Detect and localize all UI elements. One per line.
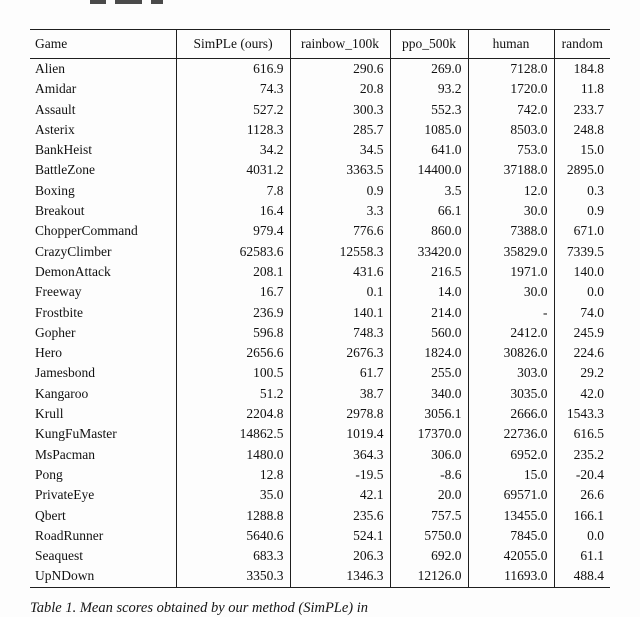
game-name-cell: CrazyClimber xyxy=(35,243,112,259)
column-header: random xyxy=(554,30,610,59)
score-cell: 3035.0 xyxy=(468,384,554,404)
score-cell: 692.0 xyxy=(390,546,468,566)
score-cell: 166.1 xyxy=(554,506,610,526)
score-cell: 3.5 xyxy=(390,181,468,201)
table-row xyxy=(30,566,610,587)
table-row xyxy=(30,404,610,424)
scores-table-container xyxy=(30,29,610,588)
table-body xyxy=(30,59,610,588)
score-cell: 1971.0 xyxy=(468,262,554,282)
score-cell: 62583.6 xyxy=(176,242,290,262)
score-cell: 12.8 xyxy=(176,465,290,485)
score-cell: 5750.0 xyxy=(390,526,468,546)
score-cell: 7845.0 xyxy=(468,526,554,546)
score-cell: 224.6 xyxy=(554,343,610,363)
score-cell: 431.6 xyxy=(290,262,390,282)
game-name-cell: Qbert xyxy=(35,507,66,523)
score-cell: 3056.1 xyxy=(390,404,468,424)
game-name-cell: ChopperCommand xyxy=(35,223,138,239)
table-row xyxy=(30,485,610,505)
score-cell: 1480.0 xyxy=(176,445,290,465)
score-cell: 15.0 xyxy=(468,465,554,485)
score-cell: 364.3 xyxy=(290,445,390,465)
game-name-cell: Kangaroo xyxy=(35,385,89,401)
score-cell: 74.0 xyxy=(554,303,610,323)
score-cell: 285.7 xyxy=(290,120,390,140)
score-cell: 233.7 xyxy=(554,100,610,120)
game-name-cell: Frostbite xyxy=(35,304,84,320)
score-cell: 11.8 xyxy=(554,79,610,99)
score-cell: 208.1 xyxy=(176,262,290,282)
score-cell: 69571.0 xyxy=(468,485,554,505)
column-header: rainbow_100k xyxy=(290,30,390,59)
score-cell: 14862.5 xyxy=(176,424,290,444)
score-cell: 269.0 xyxy=(390,59,468,80)
score-cell: 596.8 xyxy=(176,323,290,343)
score-cell: 1346.3 xyxy=(290,566,390,587)
score-cell: 5640.6 xyxy=(176,526,290,546)
score-cell: 2676.3 xyxy=(290,343,390,363)
table-row xyxy=(30,79,610,99)
score-cell: 560.0 xyxy=(390,323,468,343)
score-cell: 2895.0 xyxy=(554,160,610,180)
score-cell: 12558.3 xyxy=(290,242,390,262)
game-name-cell: UpNDown xyxy=(35,568,95,584)
score-cell: 8503.0 xyxy=(468,120,554,140)
score-cell: 671.0 xyxy=(554,221,610,241)
score-cell: 20.0 xyxy=(390,485,468,505)
score-cell: 7388.0 xyxy=(468,221,554,241)
score-cell: 0.3 xyxy=(554,181,610,201)
table-header xyxy=(30,30,610,59)
game-name-cell: Krull xyxy=(35,406,64,422)
caption-text: Mean scores obtained by our method (SimPLe) in xyxy=(76,600,369,616)
score-cell: 35829.0 xyxy=(468,242,554,262)
score-cell: 206.3 xyxy=(290,546,390,566)
score-cell: 66.1 xyxy=(390,201,468,221)
score-cell: 248.8 xyxy=(554,120,610,140)
score-cell: 216.5 xyxy=(390,262,468,282)
score-cell: 616.5 xyxy=(554,424,610,444)
score-cell: 524.1 xyxy=(290,526,390,546)
table-row xyxy=(30,160,610,180)
table-row xyxy=(30,445,610,465)
score-cell: 303.0 xyxy=(468,363,554,383)
score-cell: 51.2 xyxy=(176,384,290,404)
table-row xyxy=(30,323,610,343)
score-cell: 1288.8 xyxy=(176,506,290,526)
score-cell: 42055.0 xyxy=(468,546,554,566)
column-header: human xyxy=(468,30,554,59)
game-name-cell: BankHeist xyxy=(35,142,92,158)
score-cell: 35.0 xyxy=(176,485,290,505)
column-header-game: Game xyxy=(30,30,176,59)
score-cell: 17370.0 xyxy=(390,424,468,444)
table-row xyxy=(30,384,610,404)
score-cell: 214.0 xyxy=(390,303,468,323)
score-cell: 235.6 xyxy=(290,506,390,526)
score-cell: 61.7 xyxy=(290,363,390,383)
score-cell: 20.8 xyxy=(290,79,390,99)
score-cell: 140.1 xyxy=(290,303,390,323)
table-row xyxy=(30,506,610,526)
table-row xyxy=(30,59,610,80)
table-row xyxy=(30,242,610,262)
score-cell: 100.5 xyxy=(176,363,290,383)
score-cell: 616.9 xyxy=(176,59,290,80)
score-cell: 488.4 xyxy=(554,566,610,587)
score-cell: 236.9 xyxy=(176,303,290,323)
game-name-cell: Jamesbond xyxy=(35,365,95,381)
game-name-cell: Amidar xyxy=(35,81,77,97)
score-cell: 6952.0 xyxy=(468,445,554,465)
score-cell: 34.2 xyxy=(176,140,290,160)
table-row xyxy=(30,140,610,160)
table-row xyxy=(30,120,610,140)
score-cell: 16.7 xyxy=(176,282,290,302)
score-cell: 753.0 xyxy=(468,140,554,160)
table-row xyxy=(30,343,610,363)
game-name-cell: Pong xyxy=(35,466,63,482)
score-cell: 290.6 xyxy=(290,59,390,80)
score-cell: 2656.6 xyxy=(176,343,290,363)
score-cell: 860.0 xyxy=(390,221,468,241)
score-cell: 641.0 xyxy=(390,140,468,160)
score-cell: 12.0 xyxy=(468,181,554,201)
score-cell: 7128.0 xyxy=(468,59,554,80)
score-cell: 30.0 xyxy=(468,201,554,221)
table-caption xyxy=(30,599,616,617)
score-cell: 93.2 xyxy=(390,79,468,99)
score-cell: 1128.3 xyxy=(176,120,290,140)
table-row xyxy=(30,465,610,485)
score-cell: 7.8 xyxy=(176,181,290,201)
scores-table xyxy=(30,29,610,588)
table-row xyxy=(30,363,610,383)
score-cell: - xyxy=(468,303,554,323)
score-cell: 4031.2 xyxy=(176,160,290,180)
game-name-cell: Alien xyxy=(35,61,65,76)
score-cell: 0.9 xyxy=(554,201,610,221)
score-cell: 3350.3 xyxy=(176,566,290,587)
game-name-cell: Hero xyxy=(35,345,62,361)
table-row xyxy=(30,546,610,566)
score-cell: 0.9 xyxy=(290,181,390,201)
score-cell: 22736.0 xyxy=(468,424,554,444)
game-name-cell: DemonAttack xyxy=(35,263,111,279)
score-cell: 30.0 xyxy=(468,282,554,302)
score-cell: 14.0 xyxy=(390,282,468,302)
score-cell: 29.2 xyxy=(554,363,610,383)
score-cell: 1019.4 xyxy=(290,424,390,444)
score-cell: 15.0 xyxy=(554,140,610,160)
score-cell: 300.3 xyxy=(290,100,390,120)
game-name-cell: Gopher xyxy=(35,324,76,340)
score-cell: 245.9 xyxy=(554,323,610,343)
score-cell: 14400.0 xyxy=(390,160,468,180)
score-cell: 37188.0 xyxy=(468,160,554,180)
table-row xyxy=(30,282,610,302)
game-name-cell: RoadRunner xyxy=(35,527,104,543)
score-cell: 33420.0 xyxy=(390,242,468,262)
game-name-cell: PrivateEye xyxy=(35,487,95,503)
score-cell: 1720.0 xyxy=(468,79,554,99)
score-cell: 235.2 xyxy=(554,445,610,465)
score-cell: 7339.5 xyxy=(554,242,610,262)
game-name-cell: KungFuMaster xyxy=(35,426,117,442)
score-cell: 2204.8 xyxy=(176,404,290,424)
table-row xyxy=(30,526,610,546)
score-cell: 0.0 xyxy=(554,526,610,546)
score-cell: 0.1 xyxy=(290,282,390,302)
table-row xyxy=(30,100,610,120)
clipped-text-remnant xyxy=(90,0,172,5)
score-cell: 11693.0 xyxy=(468,566,554,587)
score-cell: -20.4 xyxy=(554,465,610,485)
score-cell: 757.5 xyxy=(390,506,468,526)
score-cell: 2666.0 xyxy=(468,404,554,424)
score-cell: 748.3 xyxy=(290,323,390,343)
score-cell: 340.0 xyxy=(390,384,468,404)
score-cell: -19.5 xyxy=(290,465,390,485)
score-cell: 979.4 xyxy=(176,221,290,241)
score-cell: 742.0 xyxy=(468,100,554,120)
table-row xyxy=(30,262,610,282)
score-cell: 42.0 xyxy=(554,384,610,404)
score-cell: 34.5 xyxy=(290,140,390,160)
score-cell: 61.1 xyxy=(554,546,610,566)
score-cell: 3.3 xyxy=(290,201,390,221)
table-row xyxy=(30,303,610,323)
score-cell: 140.0 xyxy=(554,262,610,282)
header-row xyxy=(30,30,610,59)
column-header: ppo_500k xyxy=(390,30,468,59)
score-cell: 776.6 xyxy=(290,221,390,241)
score-cell: 683.3 xyxy=(176,546,290,566)
score-cell: 527.2 xyxy=(176,100,290,120)
game-name-cell: Seaquest xyxy=(35,548,83,564)
score-cell: 306.0 xyxy=(390,445,468,465)
score-cell: 38.7 xyxy=(290,384,390,404)
game-name-cell: MsPacman xyxy=(35,446,95,462)
score-cell: 1543.3 xyxy=(554,404,610,424)
score-cell: 3363.5 xyxy=(290,160,390,180)
score-cell: 12126.0 xyxy=(390,566,468,587)
score-cell: 1824.0 xyxy=(390,343,468,363)
score-cell: 42.1 xyxy=(290,485,390,505)
score-cell: 26.6 xyxy=(554,485,610,505)
caption-label: Table 1. xyxy=(30,600,77,616)
game-name-cell: Asterix xyxy=(35,121,75,137)
game-name-cell: Boxing xyxy=(35,182,75,198)
score-cell: 552.3 xyxy=(390,100,468,120)
score-cell: 74.3 xyxy=(176,79,290,99)
score-cell: 184.8 xyxy=(554,59,610,80)
game-name-cell: Breakout xyxy=(35,203,85,219)
table-row xyxy=(30,201,610,221)
game-name-cell: Assault xyxy=(35,101,76,117)
game-name-cell: Freeway xyxy=(35,284,82,300)
score-cell: 255.0 xyxy=(390,363,468,383)
score-cell: 13455.0 xyxy=(468,506,554,526)
score-cell: 2412.0 xyxy=(468,323,554,343)
score-cell: 16.4 xyxy=(176,201,290,221)
column-header: SimPLe (ours) xyxy=(176,30,290,59)
score-cell: 1085.0 xyxy=(390,120,468,140)
table-row xyxy=(30,181,610,201)
score-cell: 0.0 xyxy=(554,282,610,302)
score-cell: -8.6 xyxy=(390,465,468,485)
table-row xyxy=(30,424,610,444)
game-name-cell: BattleZone xyxy=(35,162,95,178)
score-cell: 2978.8 xyxy=(290,404,390,424)
table-row xyxy=(30,221,610,241)
score-cell: 30826.0 xyxy=(468,343,554,363)
